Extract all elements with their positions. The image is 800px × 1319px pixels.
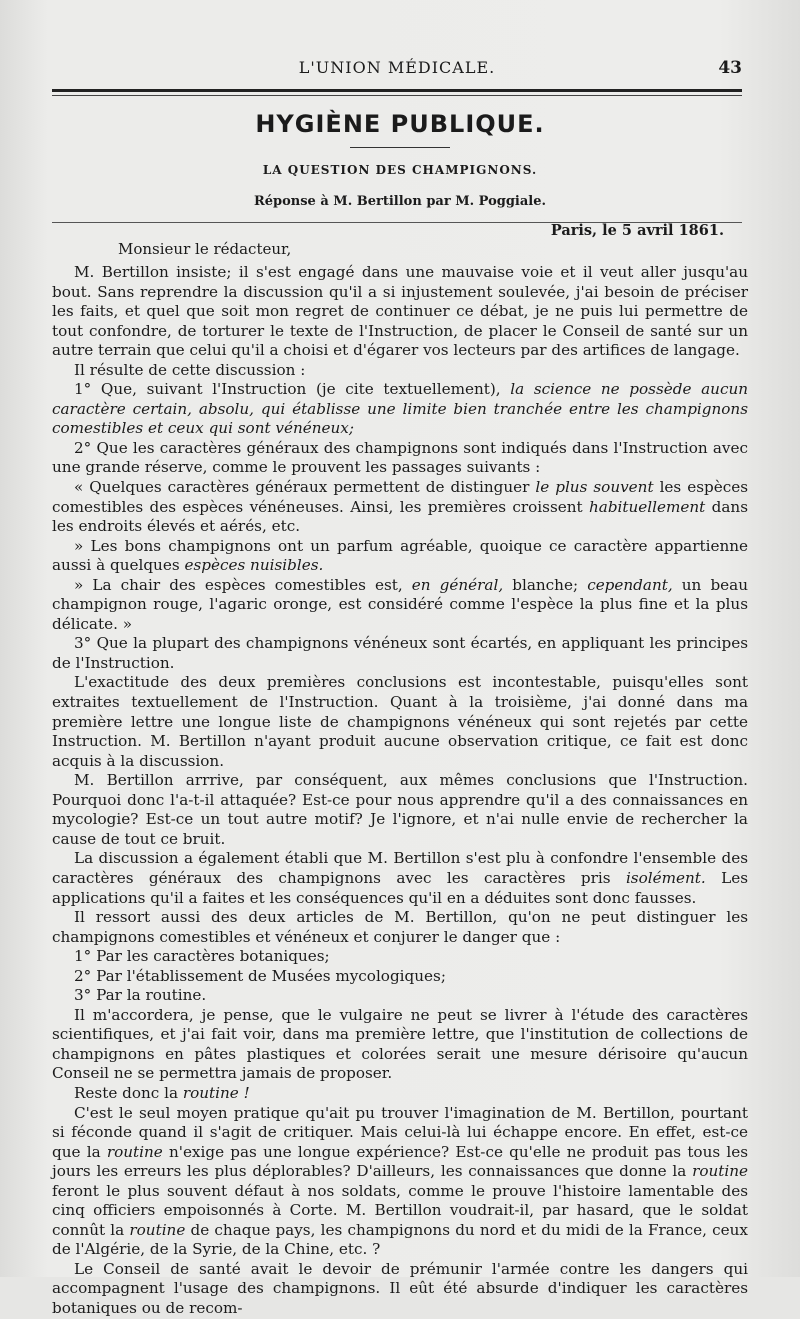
article-body (52, 263, 748, 1319)
list-item: 2° Par l'établissement de Musées mycologiques; (74, 966, 446, 985)
text-run: blanche; (503, 575, 588, 594)
paragraph (52, 1104, 748, 1260)
paragraph (52, 576, 748, 635)
paragraph: L'exactitude des deux premières conclusions est incontestable, puisqu'elles sont extraites textuellement de l'Instruction. Quant à la troisième, j'ai donné dans ma première lettre une longue liste de champignons vénéneux qui sont rejetés par cette Instruction. M. Bertillon n'ayant produit aucune observation critique, ce fait est donc acquis à la discussion. (52, 673, 748, 770)
article-subtitle: Réponse à M. Bertillon par M. Poggiale. (253, 194, 547, 209)
header-rule-thick (52, 89, 742, 92)
italic-run: la science ne possède aucun caractère certain, absolu, qui établisse une limite bien tranchée entre les champignons comestibles et ceux qui sont vénéneux; (52, 380, 749, 438)
header-rule-thin (52, 95, 742, 96)
italic-run: isolément. (625, 868, 706, 887)
italic-run: le plus souvent (535, 478, 654, 497)
list-item: 3° Par la routine. (74, 986, 207, 1005)
italic-run: routine (106, 1142, 163, 1161)
paragraph: 3° Que la plupart des champignons vénéneux sont écartés, en appliquant les principes de l'Instruction. (52, 634, 748, 672)
text-run: « Quelques caractères généraux permettent de distinguer (74, 478, 536, 497)
salutation: Monsieur le rédacteur, (118, 240, 292, 258)
dateline: Paris, le 5 avril 1861. (550, 222, 724, 239)
article-title: LA QUESTION DES CHAMPIGNONS. (262, 163, 538, 177)
paragraph: 2° Que les caractères généraux des champignons sont indiqués dans l'Instruction avec une grande réserve, comme le prouvent les passages suivants : (52, 438, 748, 477)
paragraph: M. Bertillon insiste; il s'est engagé dans une mauvaise voie et il veut aller jusqu'au bout. Sans reprendre la discussion qu'il a si injustement soulevée, j'ai besoin de préciser les faits, et quel que soit mon regret de continuer ce débat, je ne puis lui permettre de tout confondre, de torturer le texte de l'Instruction, de placer le Conseil de santé sur un autre terrain que celui qu'il a choisi et d'égarer vos lecteurs par des artifices de langage. (52, 263, 748, 360)
paragraph: Il résulte de cette discussion : (74, 360, 306, 379)
paragraph: M. Bertillon arrrive, par conséquent, aux mêmes conclusions que l'Instruction. Pourquoi donc l'a-t-il attaquée? Est-ce pour nous apprendre qu'il a des connaissances en mycologie? Est-ce un tout autre motif? Je l'ignore, et n'ai nulle envie de rechercher la cause de tout ce bruit. (52, 771, 748, 848)
text-run: Reste donc la (74, 1083, 183, 1102)
italic-run: cependant, (587, 575, 673, 594)
italic-run: espèces nuisibles. (184, 556, 324, 575)
paragraph: Il m'accordera, je pense, que le vulgaire ne peut se livrer à l'étude des caractères scientifiques, et j'ai fait voir, dans ma première lettre, que l'institution de collections de champignons en pâtes plastiques et colorées serait une mesure dérisoire qu'aucun Conseil ne se permettra jamais de proposer. (52, 1005, 748, 1083)
text-run: » La chair des espèces comestibles est, (74, 575, 412, 594)
text-run: Les applications qu'il a faites et les conséquences qu'il en a déduites sont donc fausses. (52, 868, 748, 907)
paragraph (52, 478, 748, 537)
italic-run: routine ! (182, 1083, 250, 1102)
italic-run: routine (692, 1162, 748, 1181)
paragraph: Le Conseil de santé avait le devoir de prémunir l'armée contre les dangers qui accompagnent l'usage des champignons. Il eût été absurde d'indiquer les caractères botaniques ou de recom- (52, 1259, 748, 1317)
paragraph (52, 380, 748, 439)
paragraph: Il ressort aussi des deux articles de M. Bertillon, qu'on ne peut distinguer les champignons comestibles et vénéneux et conjurer le danger que : (52, 908, 748, 946)
text-run: de chaque pays, les champignons du nord et du midi de la France, ceux de l'Algérie, de la Syrie, de la Chine, etc. ? (52, 1220, 748, 1259)
text-run: les espèces comestibles des espèces vénéneuses. Ainsi, les premières croissent (52, 478, 748, 516)
text-run: La discussion a également établi que M. Bertillon s'est plu à confondre l'ensemble des caractères généraux des champignons avec les caractères pris (52, 849, 748, 887)
list-item: 1° Par les caractères botaniques; (74, 947, 330, 966)
paragraph (52, 849, 748, 908)
text-run: dans les endroits élevés et aérés, etc. (52, 497, 748, 536)
paragraph (52, 537, 748, 576)
running-head (52, 58, 742, 82)
journal-title: L'UNION MÉDICALE. (298, 58, 496, 77)
page-number: 43 (718, 58, 742, 78)
text-run: feront le plus souvent défaut à nos soldats, comme le prouve l'histoire lamentable des cinq officiers empoisonnés à Corte. M. Bertillon voudrait-il, par hasard, que le soldat connût la (52, 1181, 748, 1239)
text-run: C'est le seul moyen pratique qu'ait pu trouver l'imagination de M. Bertillon, pourtant si féconde quand il s'agit de critiquer. Mais celui-là lui échappe encore. En effet, est-ce que la (52, 1103, 748, 1161)
text-run: un beau champignon rouge, l'agaric oronge, est considéré comme l'espèce la plus fine et la plus délicate. » (52, 575, 748, 633)
paragraph (52, 1084, 748, 1104)
section-title: HYGIÈNE PUBLIQUE. (255, 110, 545, 138)
text-run: n'exige pas une longue expérience? Est-ce qu'elle ne produit pas tous les jours les erreurs les plus déplorables? D'ailleurs, les connaissances que donne la (52, 1142, 748, 1181)
section-rule (350, 147, 450, 148)
italic-run: routine (129, 1220, 186, 1239)
text-run: » Les bons champignons ont un parfum agréable, quoique ce caractère appartienne aussi à quelques (52, 536, 748, 575)
text-run: 1° Que, suivant l'Instruction (je cite textuellement), (74, 380, 511, 399)
italic-run: habituellement (589, 497, 706, 516)
italic-run: en général, (411, 575, 504, 594)
